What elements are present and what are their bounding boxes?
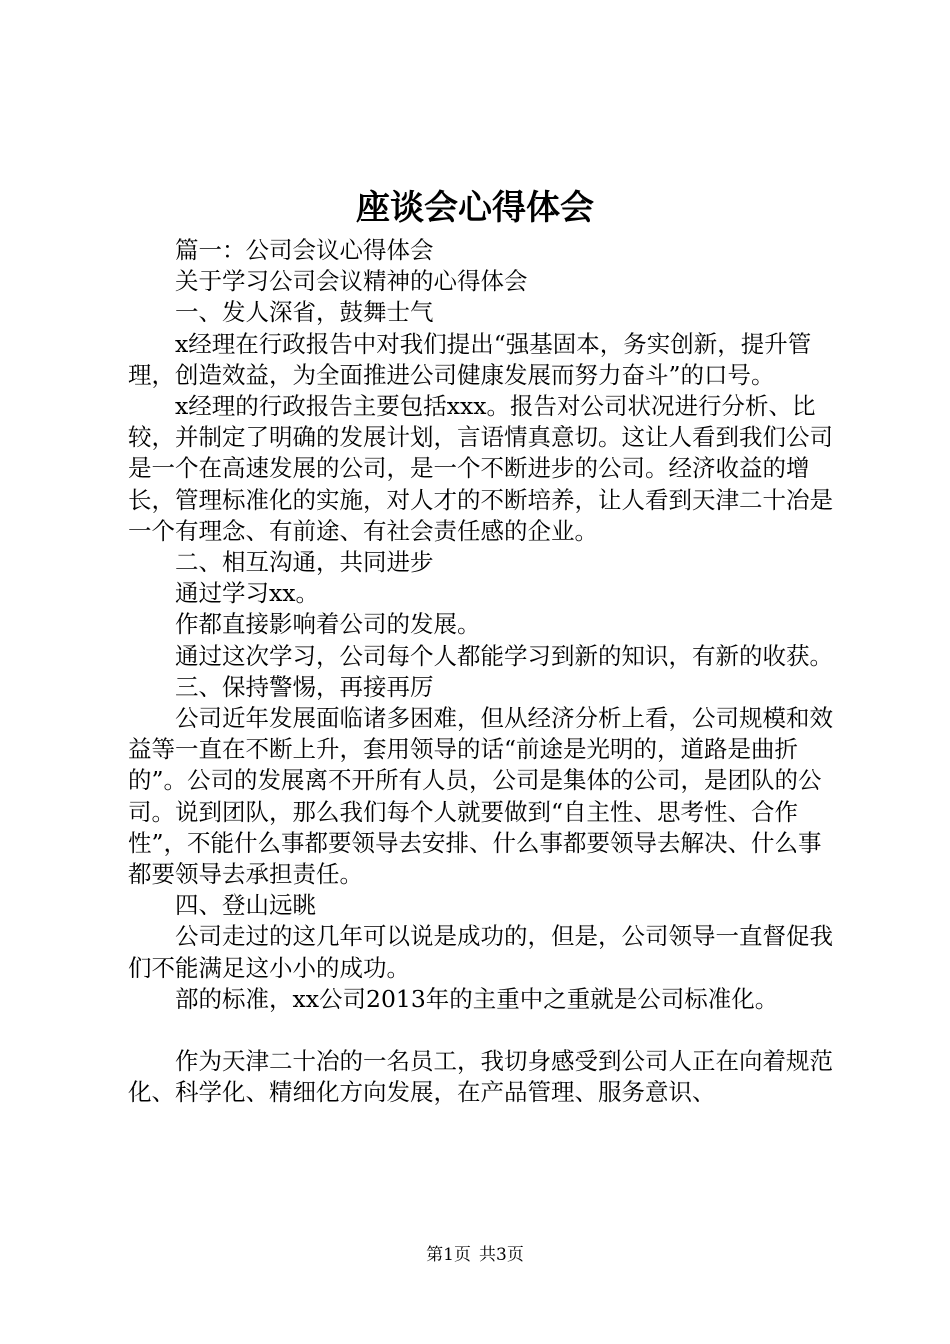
section-heading: 一、发人深省，鼓舞士气: [175, 298, 434, 327]
paragraph: 作为天津二十冶的一名员工，我切身感受到公司人正在向着规范化、科学化、精细化方向发展，在产品管理、服务意识、: [128, 1047, 833, 1107]
paragraph: x经理的行政报告主要包括xxx。报告对公司状况进行分析、比较，并制定了明确的发展计划，言语情真意切。这让人看到我们公司是一个在高速发展的公司，是一个不断进步的公司。经济收益的增长，管理标准化的实施，对人才的不断培养，让人看到天津二十冶是一个有理念、有前途、有社会责任感的企业。: [128, 392, 833, 545]
section-heading: 二、相互沟通，共同进步: [175, 548, 434, 577]
section-heading: 三、保持警惕，再接再厉: [175, 672, 434, 701]
page-footer: [0, 1243, 950, 1267]
paragraph: 公司走过的这几年可以说是成功的，但是，公司领导一直督促我们不能满足这小小的成功。: [128, 922, 833, 982]
paragraph: 通过学习xx。: [175, 579, 320, 608]
paragraph: 作都直接影响着公司的发展。: [175, 610, 481, 639]
paragraph: 公司近年发展面临诸多困难，但从经济分析上看，公司规模和效益等一直在不断上升，套用领导的话“前途是光明的，道路是曲折的”。公司的发展离不开所有人员，公司是集体的公司，是团队的公司。说到团队，那么我们每个人就要做到“自主性、思考性、合作性”，不能什么事都要领导去安排、什么事都要领导去解决、什么事都要领导去承担责任。: [128, 704, 833, 889]
paragraph: 通过这次学习，公司每个人都能学习到新的知识，有新的收获。: [175, 641, 833, 670]
blank-line: [128, 1015, 840, 1046]
document-body: [128, 235, 840, 1109]
section-heading: 篇一：公司会议心得体会: [175, 236, 434, 264]
page-total: 共3页: [479, 1245, 524, 1265]
page-number: 第1页: [426, 1245, 471, 1265]
document-title: 座谈会心得体会: [356, 188, 594, 228]
subtitle: 关于学习公司会议精神的心得体会: [175, 267, 528, 296]
paragraph: x经理在行政报告中对我们提出“强基固本，务实创新，提升管理，创造效益，为全面推进公司健康发展而努力奋斗”的口号。: [128, 329, 812, 389]
paragraph: 部的标准，xx公司2013年的主重中之重就是公司标准化。: [175, 984, 779, 1013]
section-heading: 四、登山远眺: [175, 891, 316, 920]
